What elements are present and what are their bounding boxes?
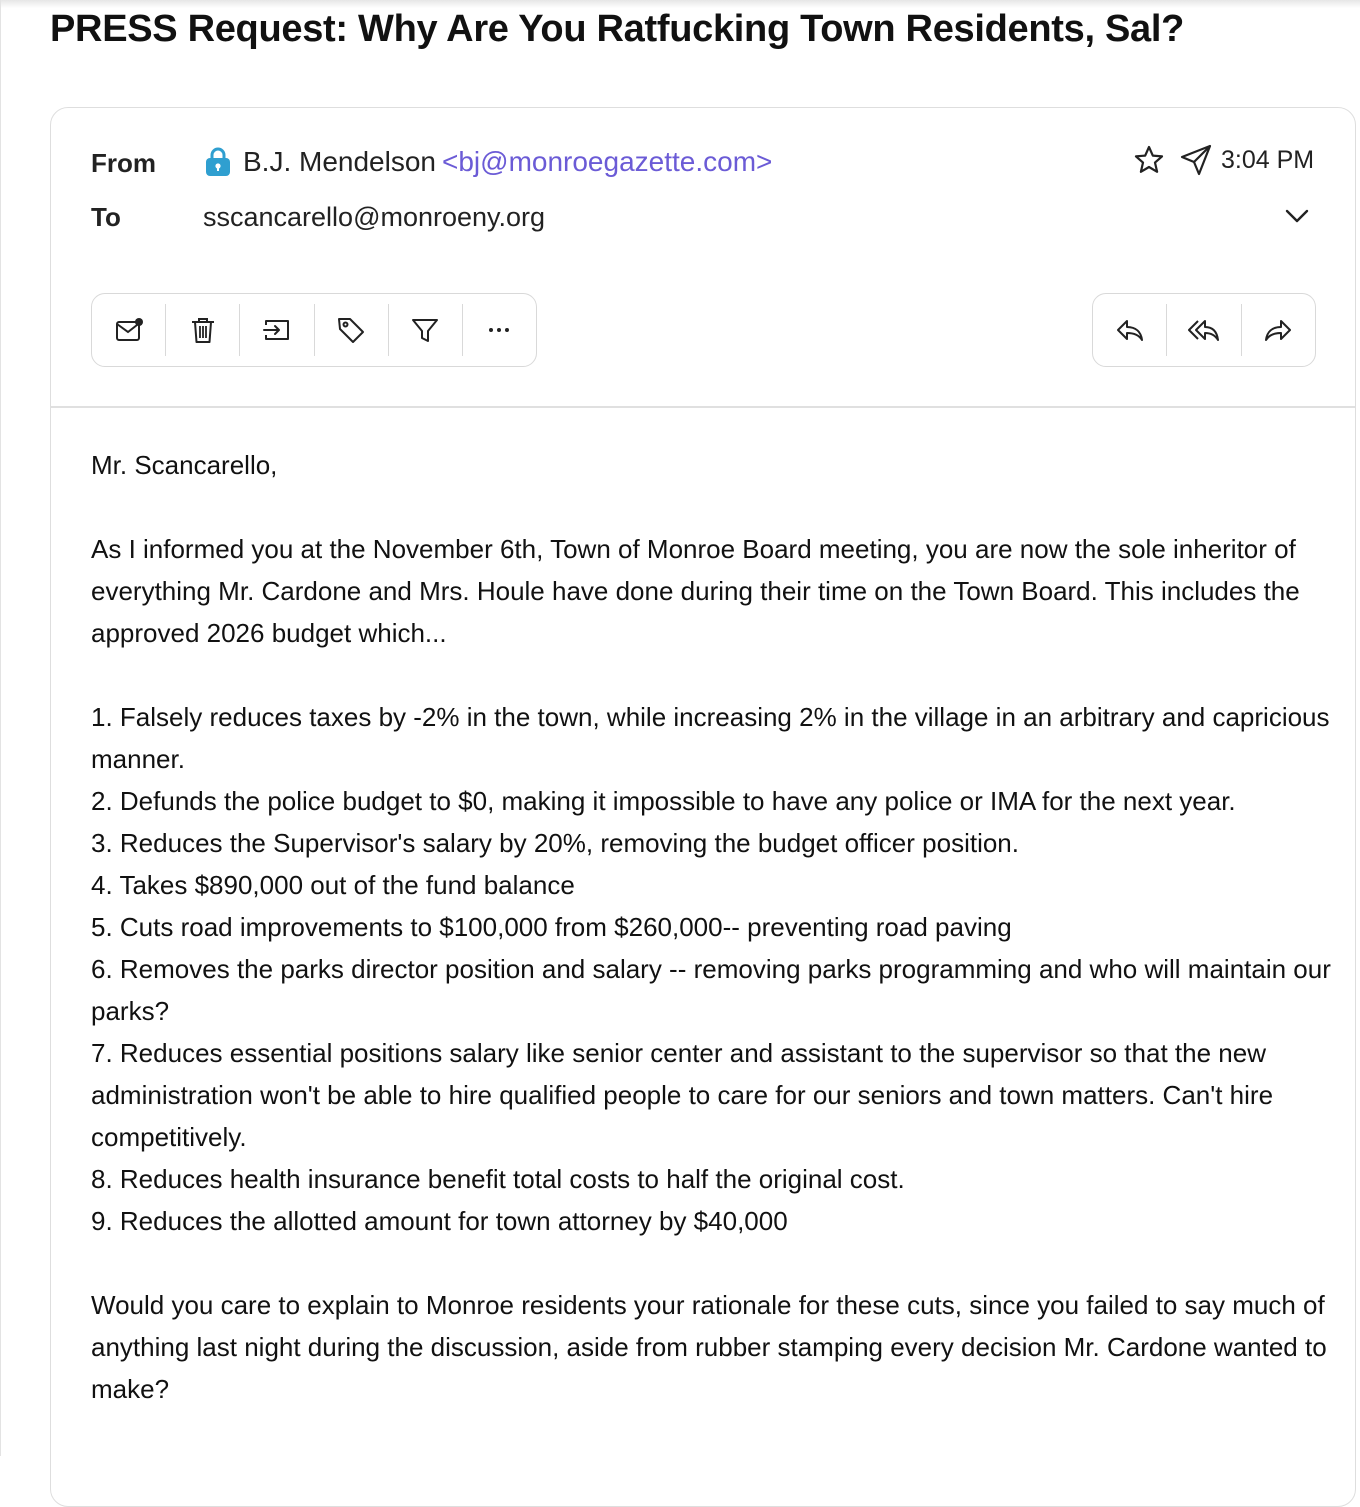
list-item: 7. Reduces essential positions salary like senior center and assistant to the supervisor so that the new administration won't be able to hire qualified people to care for our seniors and town matters. Can't hire competitively. (91, 1038, 1274, 1152)
from-label: From (91, 148, 156, 178)
tag-icon (335, 314, 367, 346)
list-item: 3. Reduces the Supervisor's salary by 20%, removing the budget officer position. (91, 828, 1019, 858)
email-card (50, 107, 1356, 1507)
trash-icon (187, 314, 219, 346)
reply-icon (1114, 314, 1146, 346)
to-label: To (91, 202, 121, 232)
filter-button[interactable] (389, 304, 463, 356)
greeting: Mr. Scancarello, (91, 450, 278, 480)
intro-paragraph: As I informed you at the November 6th, Town of Monroe Board meeting, you are now the sole inheritor of everything Mr. Cardone and Mrs. Houle have done during their time on the Town Board. This includes the approved 2026 budget which... (91, 534, 1300, 648)
list-item: 1. Falsely reduces taxes by -2% in the town, while increasing 2% in the village in an arbitrary and capricious manner. (91, 702, 1330, 774)
top-shadow (0, 0, 1360, 8)
list-item: 2. Defunds the police budget to $0, making it impossible to have any police or IMA for the next year. (91, 786, 1236, 816)
forward-button[interactable] (1242, 304, 1315, 356)
list-item: 5. Cuts road improvements to $100,000 from $260,000-- preventing road paving (91, 912, 1012, 942)
forward-icon (1262, 314, 1294, 346)
sender[interactable] (243, 146, 772, 178)
header-divider (51, 406, 1355, 408)
closing-paragraph: Would you care to explain to Monroe residents your rationale for these cuts, since you failed to say much of anything last night during the discussion, aside from rubber stamping every decision Mr. Cardone wanted to make? (91, 1290, 1327, 1404)
message-toolbar (91, 293, 537, 367)
left-border (0, 0, 1, 1456)
list-item: 6. Removes the parks director position and salary -- removing parks programming and who will maintain our parks? (91, 954, 1331, 1026)
email-subject: PRESS Request: Why Are You Ratfucking Town Residents, Sal? (50, 8, 1185, 50)
recipient-email[interactable]: sscancarello@monroeny.org (203, 202, 546, 232)
reply-all-button[interactable] (1167, 304, 1241, 356)
more-icon (483, 314, 515, 346)
sender-email[interactable]: <bj@monroegazette.com> (442, 146, 773, 177)
sent-time: 3:04 PM (1221, 146, 1315, 174)
sent-icon (1179, 143, 1213, 177)
mark-unread-icon (113, 314, 145, 346)
reply-toolbar (1092, 293, 1316, 367)
reply-all-icon (1188, 314, 1220, 346)
list-item: 4. Takes $890,000 out of the fund balance (91, 870, 575, 900)
list-item: 8. Reduces health insurance benefit total costs to half the original cost. (91, 1164, 905, 1194)
move-button[interactable] (240, 304, 314, 356)
chevron-down-icon[interactable] (1283, 204, 1311, 228)
move-icon (261, 314, 293, 346)
lock-icon (203, 145, 233, 177)
mark-unread-button[interactable] (92, 304, 166, 356)
more-button[interactable] (463, 304, 536, 356)
sender-name[interactable]: B.J. Mendelson (243, 146, 436, 177)
list-item: 9. Reduces the allotted amount for town attorney by $40,000 (91, 1206, 788, 1236)
email-body (91, 444, 1331, 1410)
label-button[interactable] (315, 304, 389, 356)
filter-icon (409, 314, 441, 346)
delete-button[interactable] (166, 304, 240, 356)
star-icon[interactable] (1133, 144, 1165, 176)
reply-button[interactable] (1093, 304, 1167, 356)
